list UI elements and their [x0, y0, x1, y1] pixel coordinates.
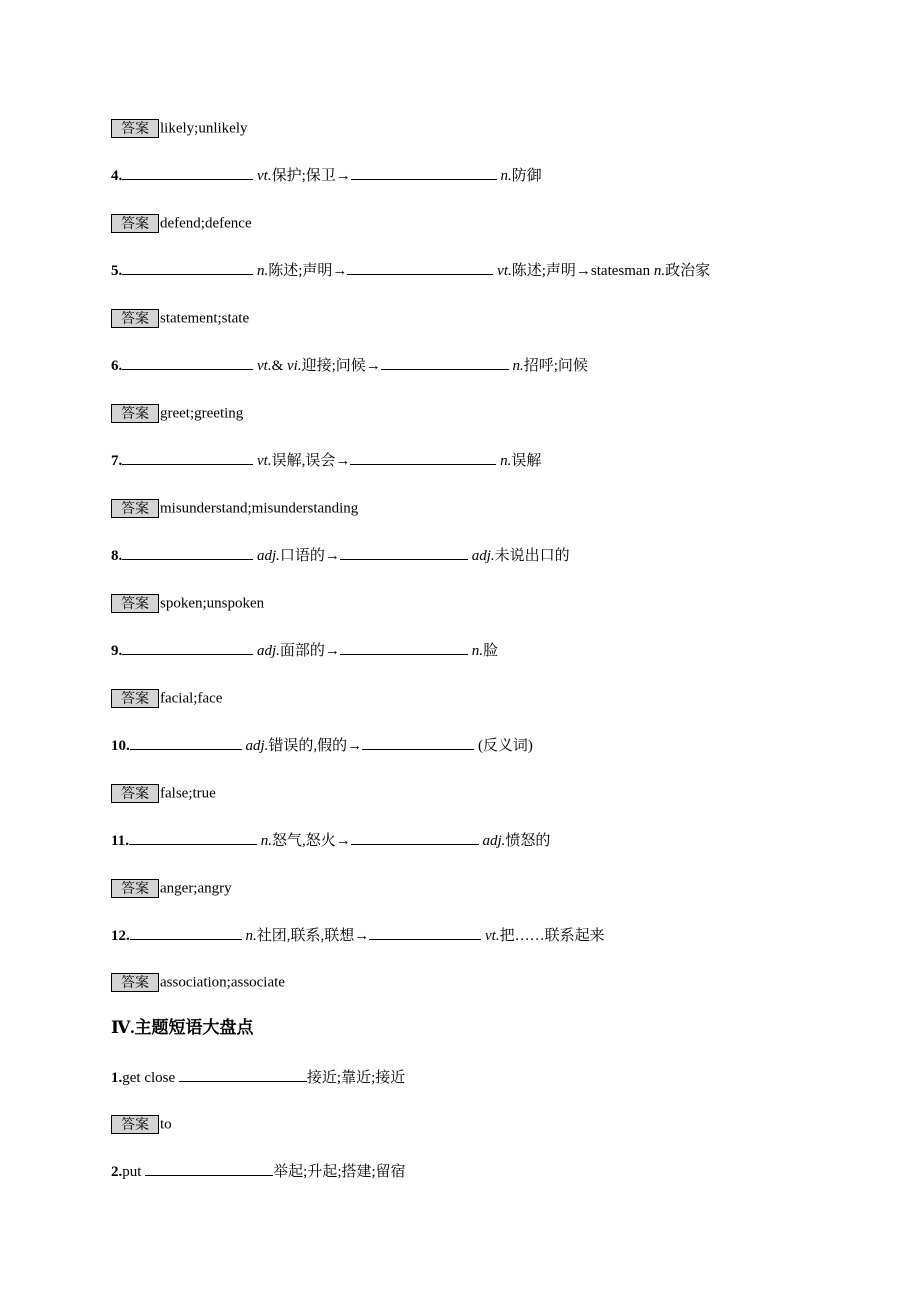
question-9: 9. adj.面部的→ n.脸 [111, 640, 498, 661]
answer-text: to [160, 1116, 172, 1133]
answer-badge: 答案 [111, 879, 159, 898]
answer-badge: 答案 [111, 689, 159, 708]
definition: 陈述;声明→statesman [511, 263, 654, 279]
answer-row [111, 498, 358, 519]
definition: 防御 [511, 168, 542, 184]
question-12: 12. n.社团,联系,联想→ vt.把……联系起来 [111, 925, 605, 946]
answer-blank[interactable] [122, 355, 253, 370]
answer-blank[interactable] [369, 925, 481, 940]
definition: 误解 [511, 453, 542, 469]
question-4: 4. vt.保护;保卫→ n.防御 [111, 165, 542, 186]
phrase-text: put [122, 1164, 146, 1180]
phrase-2: 2.put 举起;升起;搭建;留宿 [111, 1161, 406, 1182]
part-of-speech: vt. [257, 453, 272, 469]
part-of-speech: n. [471, 643, 483, 659]
definition: 政治家 [665, 263, 711, 279]
question-number: 9 [111, 643, 119, 659]
answer-text: facial;face [160, 690, 223, 707]
answer-blank[interactable] [145, 1161, 273, 1176]
answer-text: association;associate [160, 974, 285, 991]
phrase-1: 1.get close 接近;靠近;接近 [111, 1067, 405, 1088]
part-of-speech: adj. [471, 548, 495, 564]
question-number: 12 [111, 928, 126, 944]
definition: 误解,误会→ [271, 453, 351, 469]
part-of-speech: vt. [257, 358, 272, 374]
answer-blank[interactable] [351, 830, 479, 845]
definition: 面部的→ [279, 643, 340, 659]
definition: 愤怒的 [505, 833, 551, 849]
part-of-speech: n. [245, 928, 257, 944]
phrase-text: get close [122, 1070, 179, 1086]
question-number: 6 [111, 358, 119, 374]
answer-blank[interactable] [179, 1067, 307, 1082]
answer-text: greet;greeting [160, 405, 244, 422]
answer-blank[interactable] [347, 260, 493, 275]
answer-row [111, 118, 248, 139]
part-of-speech: n. [512, 358, 524, 374]
definition: 脸 [482, 643, 498, 659]
definition: 保护;保卫→ [271, 168, 351, 184]
answer-blank[interactable] [122, 640, 253, 655]
answer-row [111, 1114, 172, 1135]
answer-blank[interactable] [340, 545, 468, 560]
question-number: 10 [111, 738, 126, 754]
question-8: 8. adj.口语的→ adj.未说出口的 [111, 545, 570, 566]
answer-badge: 答案 [111, 404, 159, 423]
answer-badge: 答案 [111, 499, 159, 518]
answer-blank[interactable] [130, 925, 242, 940]
part-of-speech: adj. [257, 548, 280, 564]
answer-row [111, 213, 252, 234]
question-11: 11. n.怒气,怒火→ adj.愤怒的 [111, 830, 550, 851]
answer-blank[interactable] [122, 450, 253, 465]
answer-row [111, 972, 285, 993]
answer-text: defend;defence [160, 215, 252, 232]
answer-blank[interactable] [340, 640, 468, 655]
part-of-speech: n. [260, 833, 272, 849]
answer-blank[interactable] [122, 165, 253, 180]
answer-badge: 答案 [111, 119, 159, 138]
definition: 怒气,怒火→ [271, 833, 351, 849]
part-of-speech: vt. [485, 928, 500, 944]
answer-badge: 答案 [111, 973, 159, 992]
answer-badge: 答案 [111, 594, 159, 613]
answer-text: anger;angry [160, 880, 232, 897]
conjunction: & [271, 358, 287, 374]
answer-blank[interactable] [130, 735, 242, 750]
part-of-speech: n. [500, 168, 512, 184]
question-6: 6. vt.& vi.迎接;问候→ n.招呼;问候 [111, 355, 588, 376]
part-of-speech: adj. [482, 833, 506, 849]
question-number: 8 [111, 548, 119, 564]
part-of-speech: n. [500, 453, 512, 469]
answer-blank[interactable] [362, 735, 474, 750]
question-5: 5. n.陈述;声明→ vt.陈述;声明→statesman n.政治家 [111, 260, 710, 281]
part-of-speech: n. [653, 263, 666, 279]
answer-blank[interactable] [350, 450, 496, 465]
definition: 迎接;问候→ [301, 358, 381, 374]
answer-blank[interactable] [129, 830, 257, 845]
answer-blank[interactable] [122, 545, 253, 560]
question-number: 5 [111, 263, 119, 279]
answer-badge: 答案 [111, 309, 159, 328]
answer-blank[interactable] [381, 355, 509, 370]
part-of-speech: vt. [497, 263, 512, 279]
definition: 未说出口的 [494, 548, 570, 564]
section-heading: Ⅳ.主题短语大盘点 [111, 1018, 254, 1037]
question-number: 11 [111, 833, 126, 849]
answer-badge: 答案 [111, 214, 159, 233]
answer-blank[interactable] [122, 260, 253, 275]
answer-blank[interactable] [351, 165, 497, 180]
question-10: 10. adj.错误的,假的→ (反义词) [111, 735, 533, 756]
answer-text: misunderstand;misunderstanding [160, 500, 359, 517]
answer-row [111, 593, 264, 614]
question-7: 7. vt.误解,误会→ n.误解 [111, 450, 541, 471]
answer-badge: 答案 [111, 784, 159, 803]
part-of-speech: vi. [287, 358, 302, 374]
definition: 社团,联系,联想→ [256, 928, 370, 944]
answer-row [111, 308, 249, 329]
part-of-speech: n. [257, 263, 269, 279]
definition: 招呼;问候 [523, 358, 588, 374]
answer-text: spoken;unspoken [160, 595, 265, 612]
definition: 举起;升起;搭建;留宿 [273, 1164, 406, 1180]
part-of-speech: adj. [257, 643, 280, 659]
answer-row [111, 403, 243, 424]
question-number: 1 [111, 1070, 119, 1086]
answer-text: likely;unlikely [160, 120, 248, 137]
part-of-speech: vt. [257, 168, 272, 184]
answer-row [111, 688, 222, 709]
definition: 口语的→ [279, 548, 340, 564]
definition: 陈述;声明→ [268, 263, 348, 279]
definition: 错误的,假的→ [268, 738, 363, 754]
answer-text: statement;state [160, 310, 250, 327]
definition: 接近;靠近;接近 [306, 1070, 406, 1086]
question-number: 2 [111, 1164, 119, 1180]
answer-row [111, 878, 232, 899]
question-number: 4 [111, 168, 119, 184]
definition: 把……联系起来 [499, 928, 605, 944]
answer-text: false;true [160, 785, 216, 802]
part-of-speech: adj. [245, 738, 269, 754]
answer-badge: 答案 [111, 1115, 159, 1134]
question-number: 7 [111, 453, 119, 469]
definition: (反义词) [477, 738, 533, 754]
answer-row [111, 783, 216, 804]
